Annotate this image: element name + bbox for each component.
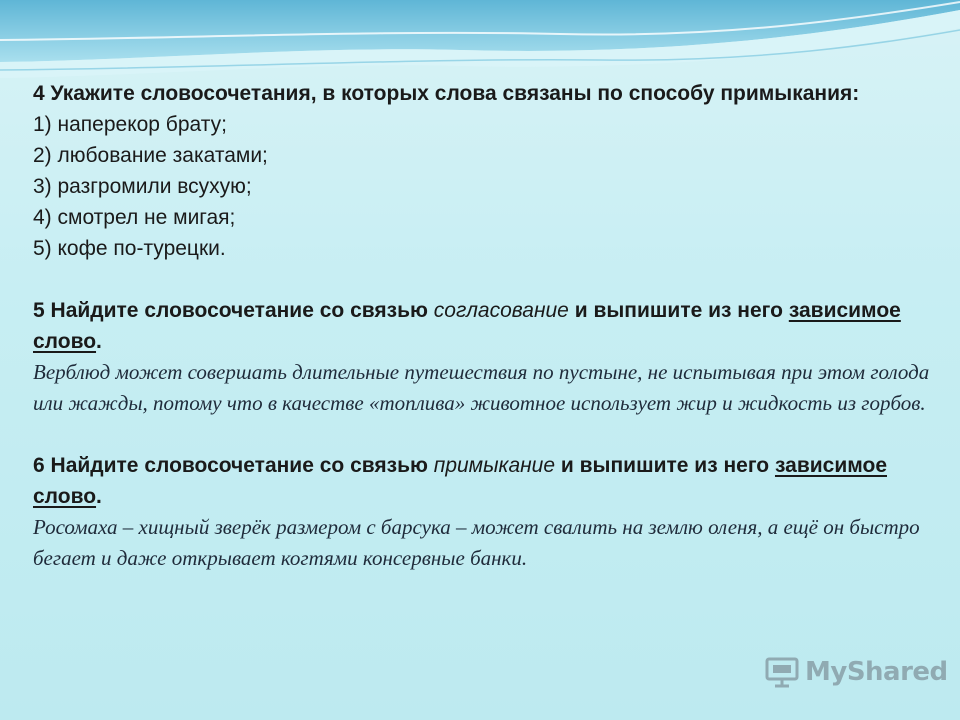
option-3: 3) разгромили всухую; (33, 175, 252, 198)
question-6 (33, 450, 938, 574)
option-4: 4) смотрел не мигая; (33, 206, 236, 229)
question-6-text-after: и выпишите из него (560, 454, 770, 477)
presentation-screen-icon (765, 656, 799, 688)
question-5-number: 5 (33, 299, 45, 322)
question-5-text-after: и выпишите из него (574, 299, 783, 322)
question-5-text-before: Найдите словосочетание со связью (50, 299, 428, 322)
option-2: 2) любование закатами; (33, 144, 268, 167)
question-5-link-type: согласование (433, 299, 569, 322)
option-5: 5) кофе по-турецки. (33, 237, 226, 260)
question-4-number: 4 (33, 82, 45, 105)
question-5 (33, 295, 938, 419)
question-4-title (33, 78, 938, 109)
option-1: 1) наперекор брату; (33, 113, 227, 136)
question-6-period: . (96, 485, 102, 508)
question-5-passage: Верблюд может совершать длительные путешествия по пустыне, не испытывая при этом голода или жажды, потому что в качестве «топлива» животное использует жир и жидкость из горбов. (33, 360, 930, 415)
question-6-title (33, 450, 938, 512)
header-waves-decoration (0, 0, 960, 90)
slide-content (33, 78, 938, 574)
question-4 (33, 78, 938, 264)
question-6-number: 6 (33, 454, 45, 477)
question-6-link-type: примыкание (433, 454, 556, 477)
question-4-text: Укажите словосочетания, в которых слова связаны по способу примыкания: (50, 82, 860, 105)
question-5-period: . (96, 330, 102, 353)
question-6-passage: Росомаха – хищный зверёк размером с барсука – может свалить на землю оленя, а ещё он быстро бегает и даже открывает когтями консервные банки. (33, 515, 920, 570)
question-5-title (33, 295, 938, 357)
watermark-text: MyShared (805, 657, 948, 687)
question-6-underlined: зависимое слово (33, 454, 887, 508)
question-5-underlined: зависимое слово (33, 299, 901, 353)
myshared-watermark (765, 654, 948, 690)
question-6-text-before: Найдите словосочетание со связью (50, 454, 428, 477)
